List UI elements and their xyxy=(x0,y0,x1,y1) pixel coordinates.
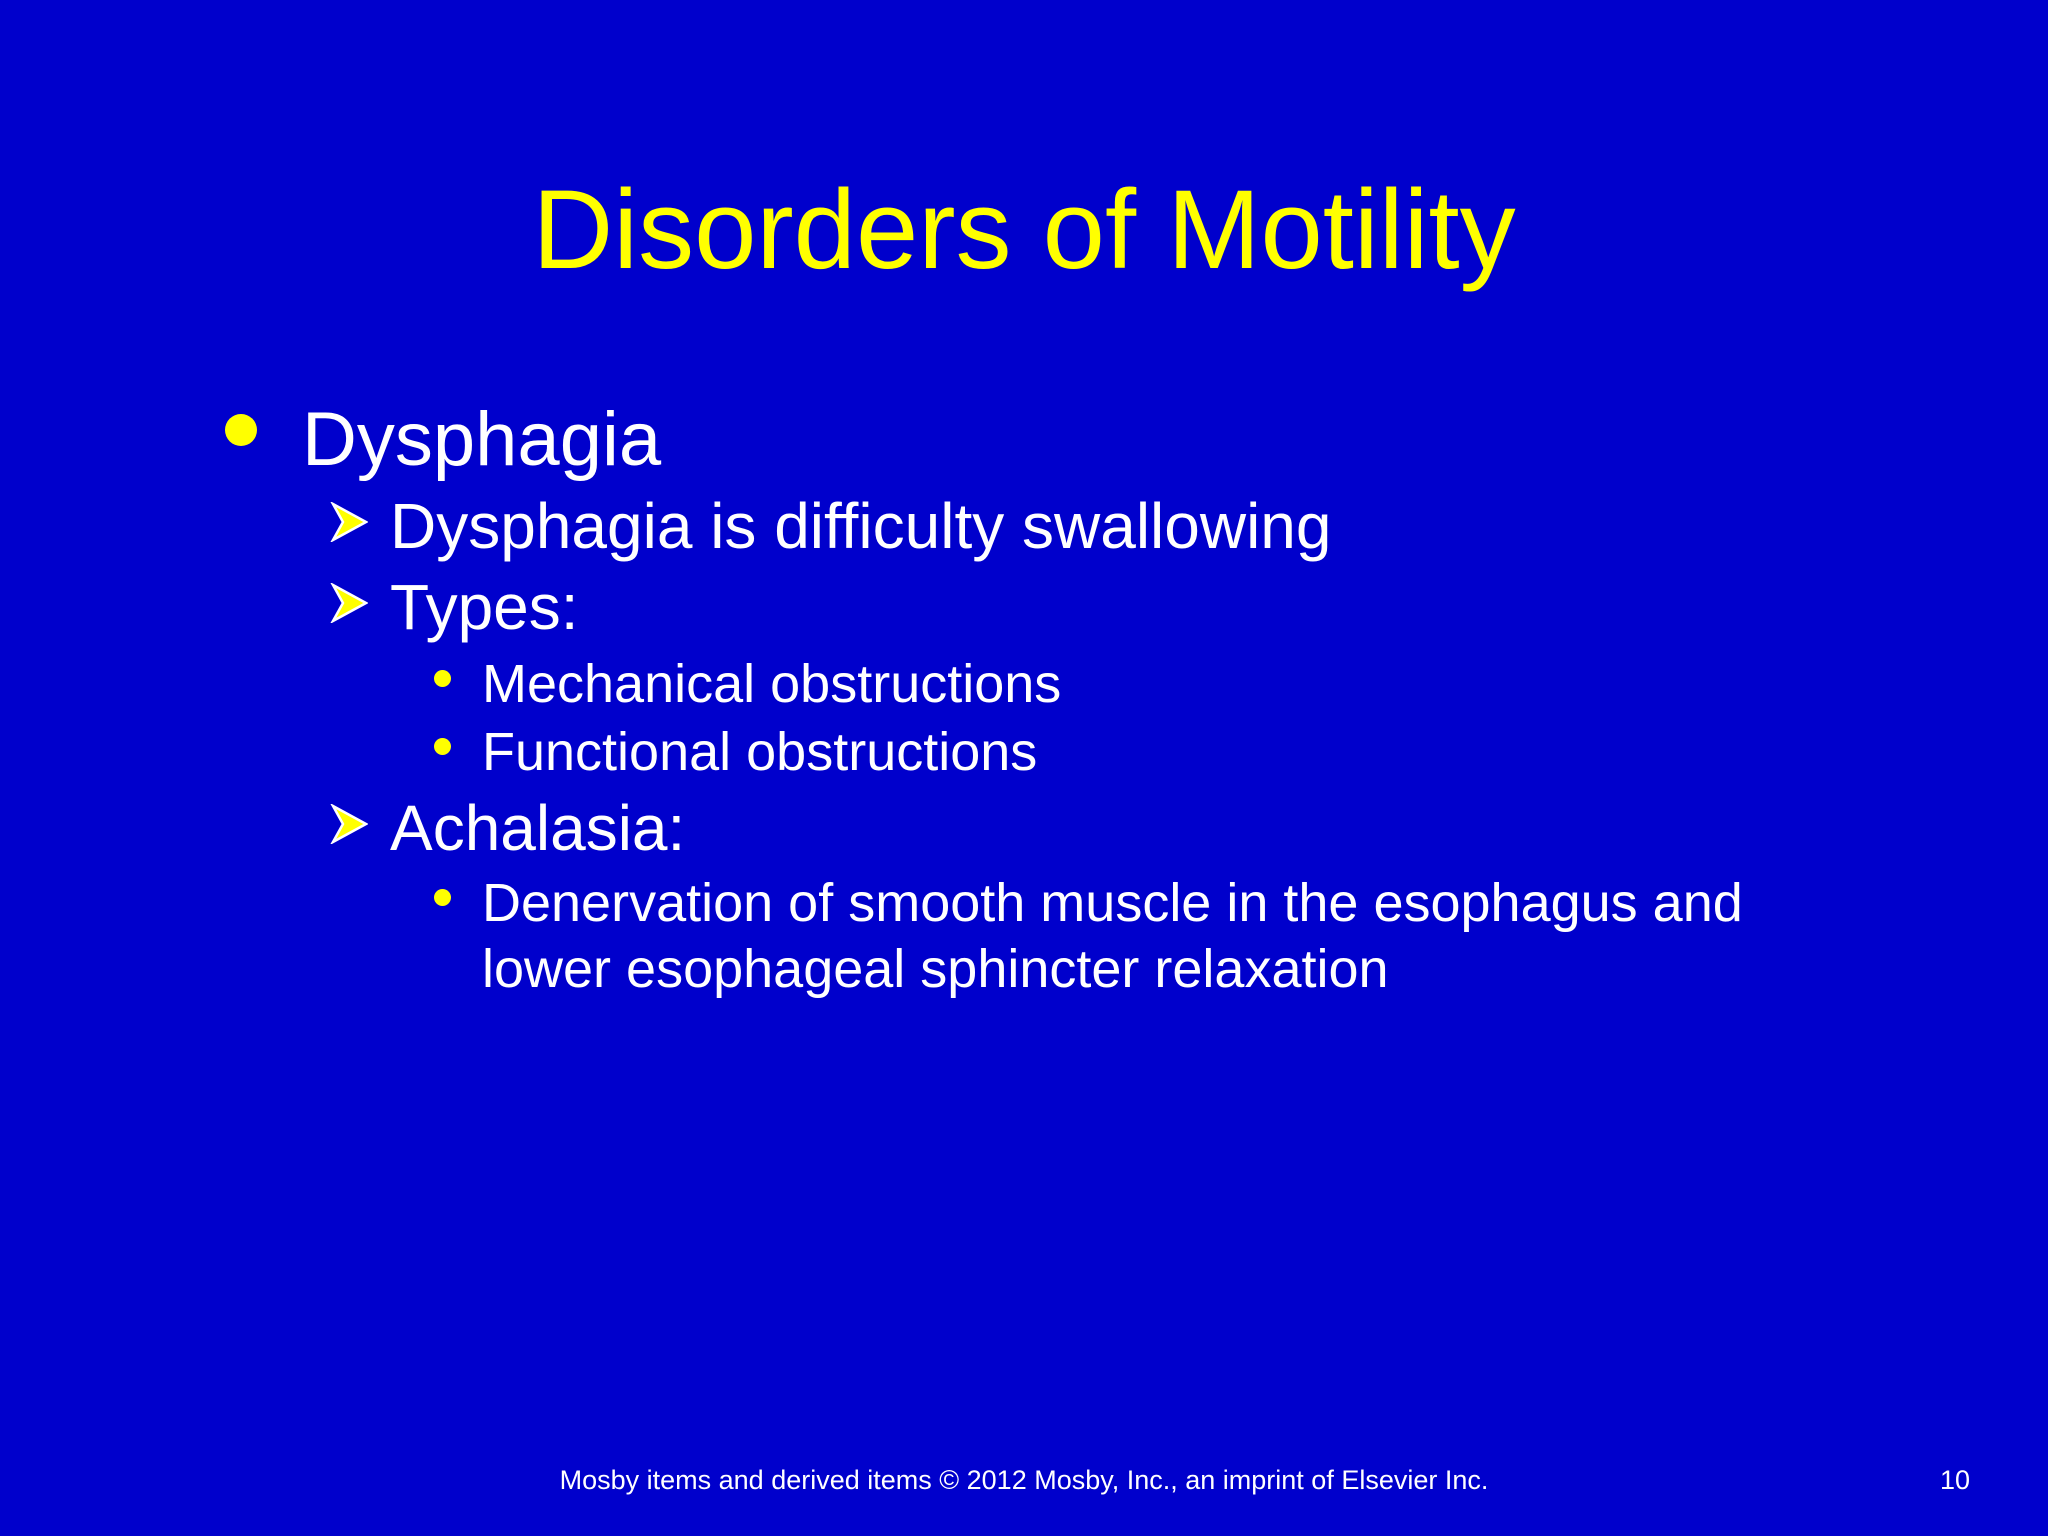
page-number: 10 xyxy=(1939,1465,1970,1495)
copyright-footer: Mosby items and derived items © 2012 Mosby, Inc., an imprint of Elsevier Inc. xyxy=(559,1465,1489,1495)
sub-bullet-achalasia: Achalasia: xyxy=(390,792,686,864)
sub-sub-bullet-functional: Functional obstructions xyxy=(482,722,1038,782)
arrow-bullet-icon xyxy=(330,583,368,623)
round-bullet-icon xyxy=(434,670,451,687)
arrow-bullet-icon xyxy=(330,804,368,844)
round-bullet-icon xyxy=(434,889,451,906)
sub-sub-bullet-mechanical: Mechanical obstructions xyxy=(482,654,1062,714)
arrow-bullet-icon xyxy=(330,502,368,542)
sub-sub-bullet-denervation-line2: lower esophageal sphincter relaxation xyxy=(482,939,1389,999)
slide-title: Disorders of Motility xyxy=(532,167,1516,292)
sub-bullet-types: Types: xyxy=(390,571,579,643)
sub-sub-bullet-denervation-line1: Denervation of smooth muscle in the esophagus and xyxy=(482,873,1743,933)
bullet-dysphagia: Dysphagia xyxy=(302,397,662,482)
round-bullet-icon xyxy=(434,738,451,755)
sub-bullet-definition: Dysphagia is difficulty swallowing xyxy=(390,490,1332,562)
round-bullet-icon xyxy=(225,414,257,446)
